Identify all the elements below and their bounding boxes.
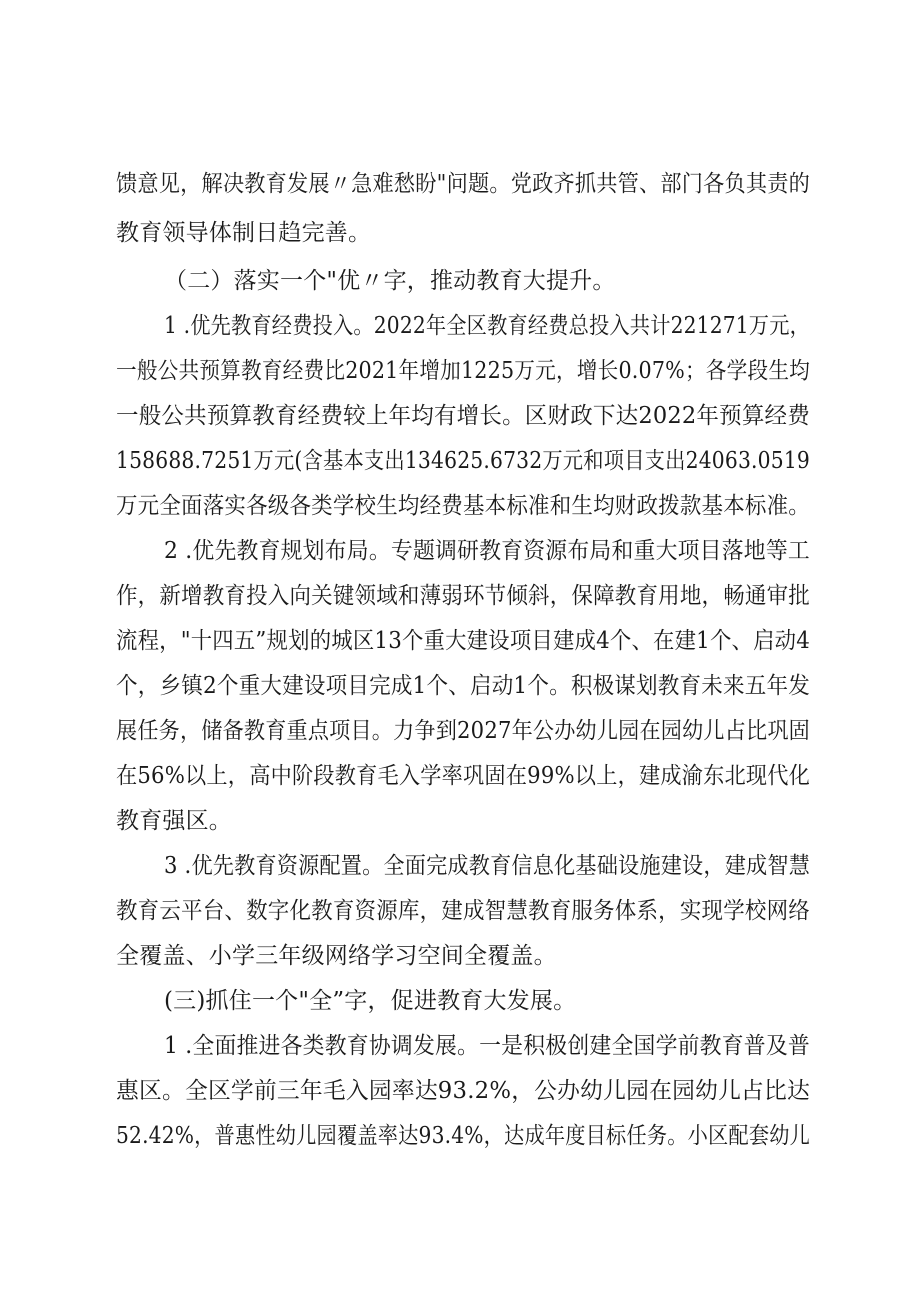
line-text: 个，乡镇2个重大建设项目完成1个、启动1个。积极谋划教育未来五年发 xyxy=(116,673,810,699)
line-text: 教育强区。 xyxy=(116,808,232,834)
line-text: 万元全面落实各级各类学校生均经费基本标准和生均财政拨款基本标准。 xyxy=(116,493,811,519)
line-text: 展任务，储备教育重点项目。力争到2027年公办幼儿园在园幼儿占比巩固 xyxy=(116,718,811,744)
text-line xyxy=(0,158,920,210)
line-text: 在56%以上，高中阶段教育毛入学率巩固在99%以上，建成渝东北现代化 xyxy=(116,763,811,789)
line-text: 馈意见，解决教育发展〃急难愁盼"问题。党政齐抓共管、部门各负其责的 xyxy=(116,171,810,197)
line-text: 1 .全面推进各类教育协调发展。一是积极创建全国学前教育普及普 xyxy=(164,1033,810,1059)
line-text: 52.42%，普惠性幼儿园覆盖率达93.4%，达成年度目标任务。小区配套幼儿 xyxy=(116,1123,811,1149)
line-text: 一般公共预算教育经费较上年均有增长。区财政下达2022年预算经费 xyxy=(116,403,810,429)
line-text: 3 .优先教育资源配置。全面完成教育信息化基础设施建设，建成智慧 xyxy=(164,853,811,879)
line-text: 教育领导体制日趋完善。 xyxy=(116,220,372,246)
line-text: 2 .优先教育规划布局。专题调研教育资源布局和重大项目落地等工 xyxy=(164,538,810,564)
line-text: 全覆盖、小学三年级网络学习空间全覆盖。 xyxy=(116,943,557,969)
line-text: 流程，"十四五”规划的城区13个重大建设项目建成4个、在建1个、启动4 xyxy=(116,628,811,654)
text-line xyxy=(0,207,920,259)
line-text: 惠区。全区学前三年毛入园率达93.2%，公办幼儿园在园幼儿占比达 xyxy=(116,1078,811,1104)
line-text: 1 .优先教育经费投入。2022年全区教育经费总投入共计221271万元， xyxy=(164,313,810,339)
line-text: 作，新增教育投入向关键领域和薄弱环节倾斜，保障教育用地，畅通审批 xyxy=(116,583,811,609)
line-text: 一般公共预算教育经费比2021年增加1225万元，增长0.07%；各学段生均 xyxy=(116,358,810,384)
heading-text: （二）落实一个"优〃字，推动教育大提升。 xyxy=(164,268,616,294)
text-line xyxy=(0,1110,920,1162)
line-text: 教育云平台、数字化教育资源库，建成智慧教育服务体系，实现学校网络 xyxy=(116,898,811,924)
heading-text: (三)抓住一个"全”字，促进教育大发展。 xyxy=(164,988,577,1014)
line-text: 158688.7251万元(含基本支出134625.6732万元和项目支出24063.0519 xyxy=(116,448,811,474)
